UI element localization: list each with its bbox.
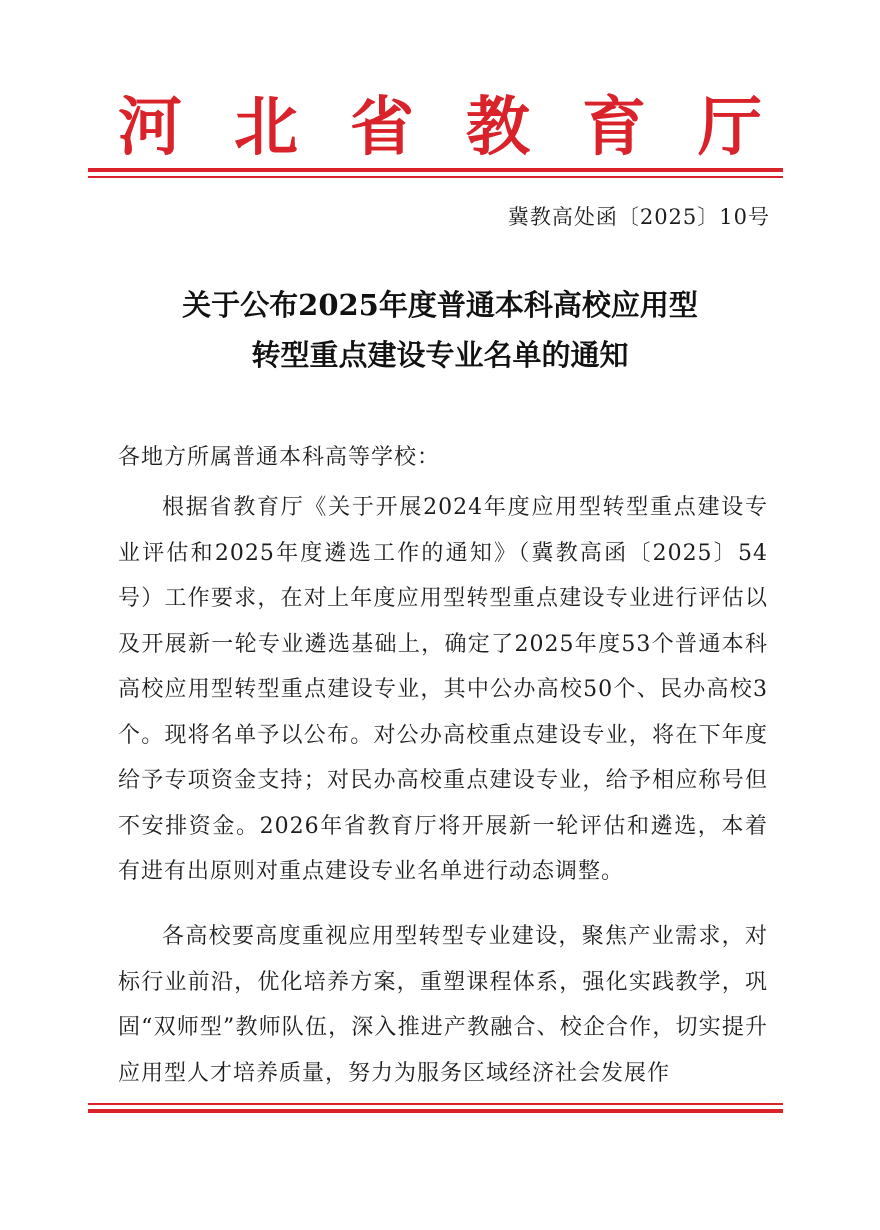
body-paragraph-1: 根据省教育厅《关于开展2024年度应用型转型重点建设专业评估和2025年度遴选工作的通知》（冀教高函〔2025〕54号）工作要求，在对上年度应用型转型重点建设专业进行评估以及开展新一轮专业遴选基础上，确定了2025年度53个普通本科高校应用型转型重点建设专业，其中公办高校50个、民办高校3个。现将名单予以公布。对公办高校重点建设专业，将在下年度给予专项资金支持；对民办高校重点建设专业，给予相应称号但不安排资金。2026年省教育厅将开展新一轮评估和遴选，本着有进有出原则对重点建设专业名单进行动态调整。 (118, 495, 768, 884)
header-red-rule-thin (88, 176, 783, 178)
body-paragraph-2: 各高校要高度重视应用型转型专业建设，聚焦产业需求，对标行业前沿，优化培养方案，重塑课程体系，强化实践教学，巩固“双师型”教师队伍，深入推进产教融合、校企合作，切实提升应用型人才培养质量，努力为服务区域经济社会发展作 (118, 924, 768, 1086)
title-line-1: 关于公布2025年度普通本科高校应用型 (182, 288, 698, 322)
document-title (0, 280, 880, 380)
footer-red-rule-thick (88, 1109, 783, 1113)
document-number: 冀教高处函〔2025〕10号 (507, 205, 770, 229)
footer-red-rule-thin (88, 1103, 783, 1105)
agency-masthead: 河北省教育厅 (118, 90, 814, 165)
salutation: 各地方所属普通本科高等学校： (118, 445, 441, 470)
header-red-rule-thick (88, 168, 783, 172)
title-line-2: 转型重点建设专业名单的通知 (251, 338, 629, 372)
